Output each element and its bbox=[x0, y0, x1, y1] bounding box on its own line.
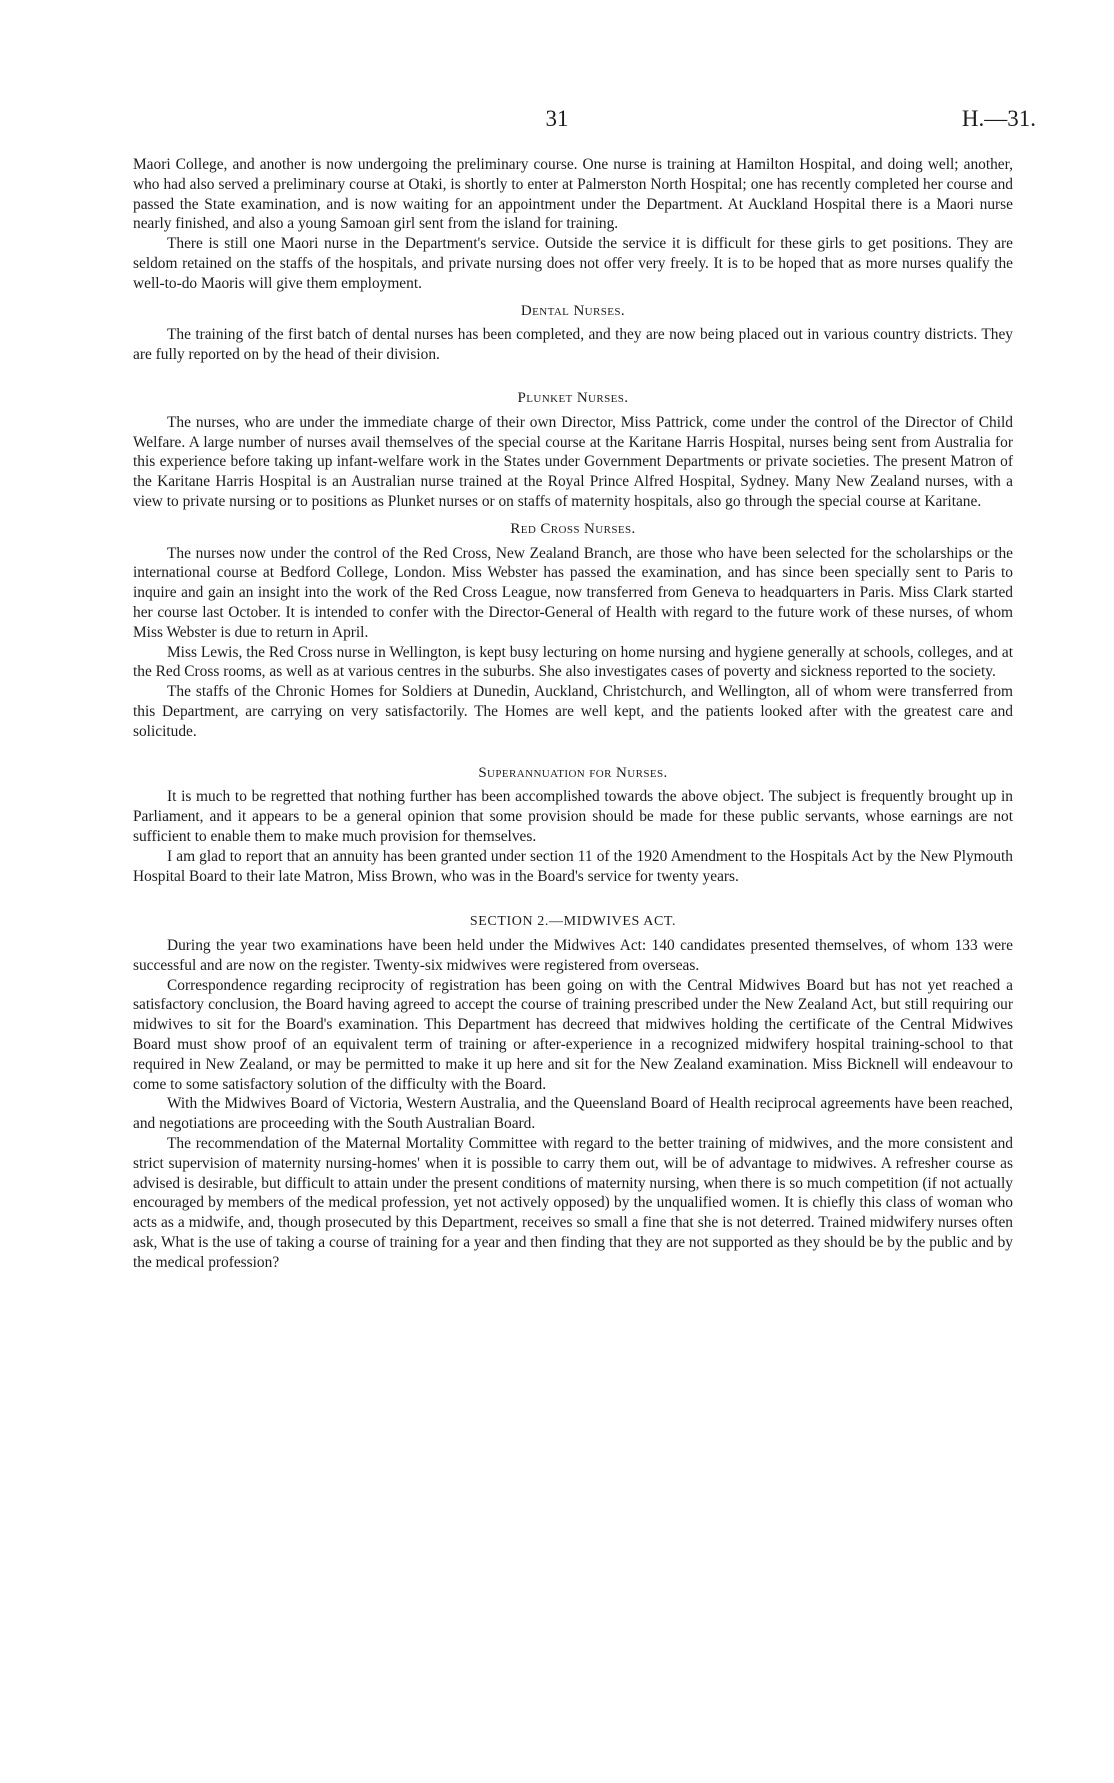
plunket-nurses-heading: Plunket Nurses. bbox=[517, 389, 629, 406]
red-cross-nurses-heading: Red Cross Nurses. bbox=[510, 520, 636, 537]
red-cross-paragraph-1: The nurses now under the control of the Red Cross, New Zealand Branch, are those who have been selected for the scholarships or the international course at Bedford College, London. Miss Webster has passed the examination, and has since been specially sent to Paris to inquire and gain an insight into the work of the Red Cross League, now transferred from Geneva to headquarters in Paris. Miss Clark started her course last October. It is intended to confer with the Director-General of Health with regard to the future work of these nurses, of whom Miss Webster is due to return in April. bbox=[133, 544, 1013, 641]
midwives-paragraph-1: During the year two examinations have been held under the Midwives Act: 140 candidates presented themselves, of whom 133 were successful and are now on the register. Twenty-six midwives were registered from overseas. bbox=[133, 937, 1013, 974]
superannuation-heading: Superannuation for Nurses. bbox=[478, 764, 668, 781]
continuation-paragraph: Maori College, and another is now undergoing the preliminary course. One nurse is training at Hamilton Hospital, and doing well; another, who had also served a preliminary course at Otaki, is shortly to enter at Palmerston North Hospital; one has recently completed her course and passed the State examination, and is now waiting for an appointment under the Department. At Auckland Hospital there is a Maori nurse nearly finished, and also a young Samoan girl sent from the island for training. bbox=[133, 156, 1013, 233]
section-2-heading: SECTION 2.—MIDWIVES ACT. bbox=[469, 914, 677, 930]
dental-nurses-paragraph: The training of the first batch of dental nurses has been completed, and they are now being placed out in various country districts. They are fully reported on by the head of their division. bbox=[133, 326, 1013, 364]
plunket-nurses-paragraph: The nurses, who are under the immediate charge of their own Director, Miss Pattrick, come under the control of the Director of Child Welfare. A large number of nurses avail themselves of the special course at the Karitane Harris Hospital, nurses being sent from Australia for this experience before taking up infant-welfare work in the States under Government Departments or private societies. The present Matron of the Karitane Harris Hospital is an Australian nurse trained at the Royal Prince Alfred Hospital, Sydney. Many New Zealand nurses, with a view to private nursing or to positions as Plunket nurses or on staffs of maternity hospitals, also go through the special course at Karitane. bbox=[133, 413, 1013, 510]
midwives-paragraph-2: Correspondence regarding reciprocity of registration has been going on with the Central Midwives Board but has not yet reached a satisfactory conclusion, the Board having agreed to accept the course of training prescribed under the New Zealand Act, but still requiring our midwives to sit for the Board's examination. This Department has decreed that midwives holding the certificate of the Central Midwives Board must show proof of an equivalent term of training or after-experience in a recognized midwifery hospital training-school to that required in New Zealand, or may be permitted to make it up here and sit for the New Zealand examination. Miss Bicknell will endeavour to come to some satisfactory solution of the difficulty with the Board. bbox=[133, 976, 1013, 1093]
red-cross-paragraph-2: Miss Lewis, the Red Cross nurse in Wellington, is kept busy lecturing on home nursing and hygiene generally at schools, colleges, and at the Red Cross rooms, as well as at various centres in the suburbs. She also investigates cases of poverty and sickness reported to the society. bbox=[133, 643, 1013, 681]
page-body bbox=[133, 155, 1013, 1273]
document-reference: H.—31. bbox=[961, 106, 1036, 131]
dental-nurses-heading: Dental Nurses. bbox=[520, 302, 626, 319]
superannuation-paragraph-1: It is much to be regretted that nothing further has been accomplished towards the above object. The subject is frequently brought up in Parliament, and it appears to be a general opinion that some provision should be made for these public servants, whose earnings are not sufficient to enable them to make much provision for themselves. bbox=[133, 788, 1013, 845]
midwives-paragraph-3: With the Midwives Board of Victoria, Western Australia, and the Queensland Board of Health reciprocal agreements have been reached, and negotiations are proceeding with the South Australian Board. bbox=[133, 1095, 1013, 1133]
midwives-paragraph-4: The recommendation of the Maternal Mortality Committee with regard to the better training of midwives, and the more consistent and strict supervision of maternity nursing-homes' when it is possible to carry them out, will be of advantage to midwives. A refresher course as advised is desirable, but difficult to attain under the present conditions of maternity nursing, when there is so much competition (if not actually encouraged by members of the medical profession, yet not actively opposed) by the unqualified women. It is chiefly this class of woman who acts as a midwife, and, though prosecuted by this Department, receives so small a fine that she is not deterred. Trained midwifery nurses often ask, What is the use of taking a course of training for a year and then finding that they are not supported as they should be by the public and by the medical profession? bbox=[133, 1135, 1013, 1271]
page-number: 31 bbox=[545, 106, 569, 131]
maori-nurses-paragraph: There is still one Maori nurse in the Department's service. Outside the service it is difficult for these girls to get positions. They are seldom retained on the staffs of the hospitals, and private nursing does not offer very freely. It is to be hoped that as more nurses qualify the well-to-do Maoris will give them employment. bbox=[133, 235, 1013, 292]
red-cross-paragraph-3: The staffs of the Chronic Homes for Soldiers at Dunedin, Auckland, Christchurch, and Wellington, all of whom were transferred from this Department, are carrying on very satisfactorily. The Homes are well kept, and the patients looked after with the greatest care and solicitude. bbox=[133, 683, 1013, 740]
superannuation-paragraph-2: I am glad to report that an annuity has been granted under section 11 of the 1920 Amendment to the Hospitals Act by the New Plymouth Hospital Board to their late Matron, Miss Brown, who was in the Board's service for twenty years. bbox=[133, 847, 1013, 885]
